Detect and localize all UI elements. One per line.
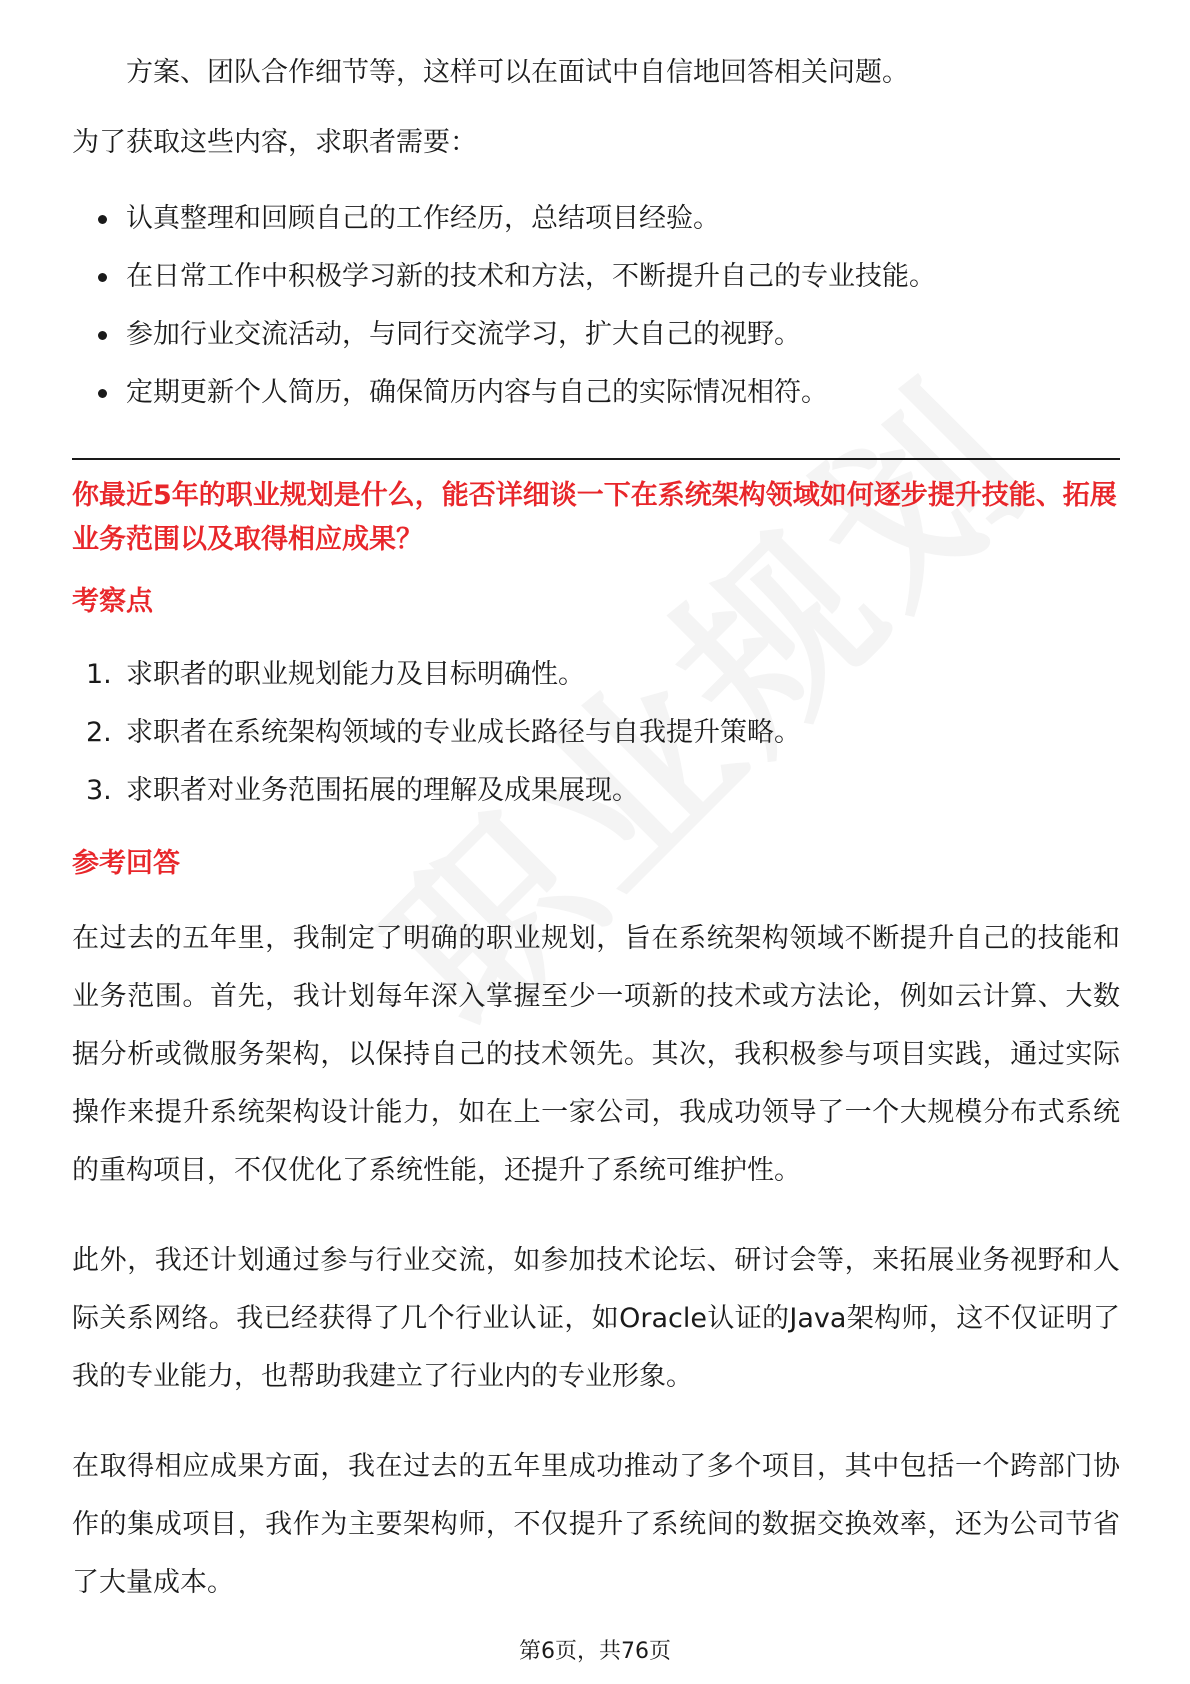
answer-heading: 参考回答: [72, 848, 180, 879]
page-number: 第6页，共76页: [519, 1639, 671, 1664]
bullet-item: [72, 306, 1120, 364]
answer-paragraph: 此外，我还计划通过参与行业交流，如参加技术论坛、研讨会等，来拓展业务视野和人际关系网络。我已经获得了几个行业认证，如Oracle认证的Java架构师，这不仅证明了我的专业能力，也帮助我建立了行业内的专业形象。: [72, 1245, 1120, 1392]
points-item: [72, 646, 1120, 704]
points-text: 求职者在系统架构领域的专业成长路径与自我提升策略。: [126, 717, 801, 748]
bullet-item: [72, 190, 1120, 248]
points-text: 求职者的职业规划能力及目标明确性。: [126, 659, 585, 690]
bullet-list: [72, 190, 1120, 422]
answer-paragraph: 在取得相应成果方面，我在过去的五年里成功推动了多个项目，其中包括一个跨部门协作的集成项目，我作为主要架构师，不仅提升了系统间的数据交换效率，还为公司节省了大量成本。: [72, 1451, 1120, 1598]
continued-text: 方案、团队合作细节等，这样可以在面试中自信地回答相关问题。: [126, 57, 909, 88]
intro-text: 为了获取这些内容，求职者需要：: [72, 127, 477, 158]
bullet-dot-icon: [98, 215, 107, 224]
interview-question: 你最近5年的职业规划是什么，能否详细谈一下在系统架构领域如何逐步提升技能、拓展业务范围以及取得相应成果？: [72, 480, 1117, 555]
bullet-text: 定期更新个人简历，确保简历内容与自己的实际情况相符。: [126, 377, 828, 408]
points-number: 2.: [86, 717, 112, 748]
page-content: [72, 44, 1120, 1644]
bullet-dot-icon: [98, 389, 107, 398]
bullet-dot-icon: [98, 273, 107, 282]
points-number: 3.: [86, 775, 112, 806]
bullet-dot-icon: [98, 331, 107, 340]
bullet-text: 参加行业交流活动，与同行交流学习，扩大自己的视野。: [126, 319, 801, 350]
points-item: [72, 762, 1120, 820]
bullet-text: 认真整理和回顾自己的工作经历，总结项目经验。: [126, 203, 720, 234]
points-item: [72, 704, 1120, 762]
points-text: 求职者对业务范围拓展的理解及成果展现。: [126, 775, 639, 806]
bullet-item: [72, 364, 1120, 422]
points-list: [72, 646, 1120, 820]
answer-paragraph: 在过去的五年里，我制定了明确的职业规划，旨在系统架构领域不断提升自己的技能和业务范围。首先，我计划每年深入掌握至少一项新的技术或方法论，例如云计算、大数据分析或微服务架构，以保持自己的技术领先。其次，我积极参与项目实践，通过实际操作来提升系统架构设计能力，如在上一家公司，我成功领导了一个大规模分布式系统的重构项目，不仅优化了系统性能，还提升了系统可维护性。: [72, 923, 1120, 1186]
answer-body: [72, 910, 1120, 1612]
points-heading: 考察点: [72, 586, 153, 617]
points-number: 1.: [86, 659, 112, 690]
section-divider: [72, 458, 1120, 460]
bullet-item: [72, 248, 1120, 306]
bullet-text: 在日常工作中积极学习新的技术和方法，不断提升自己的专业技能。: [126, 261, 936, 292]
